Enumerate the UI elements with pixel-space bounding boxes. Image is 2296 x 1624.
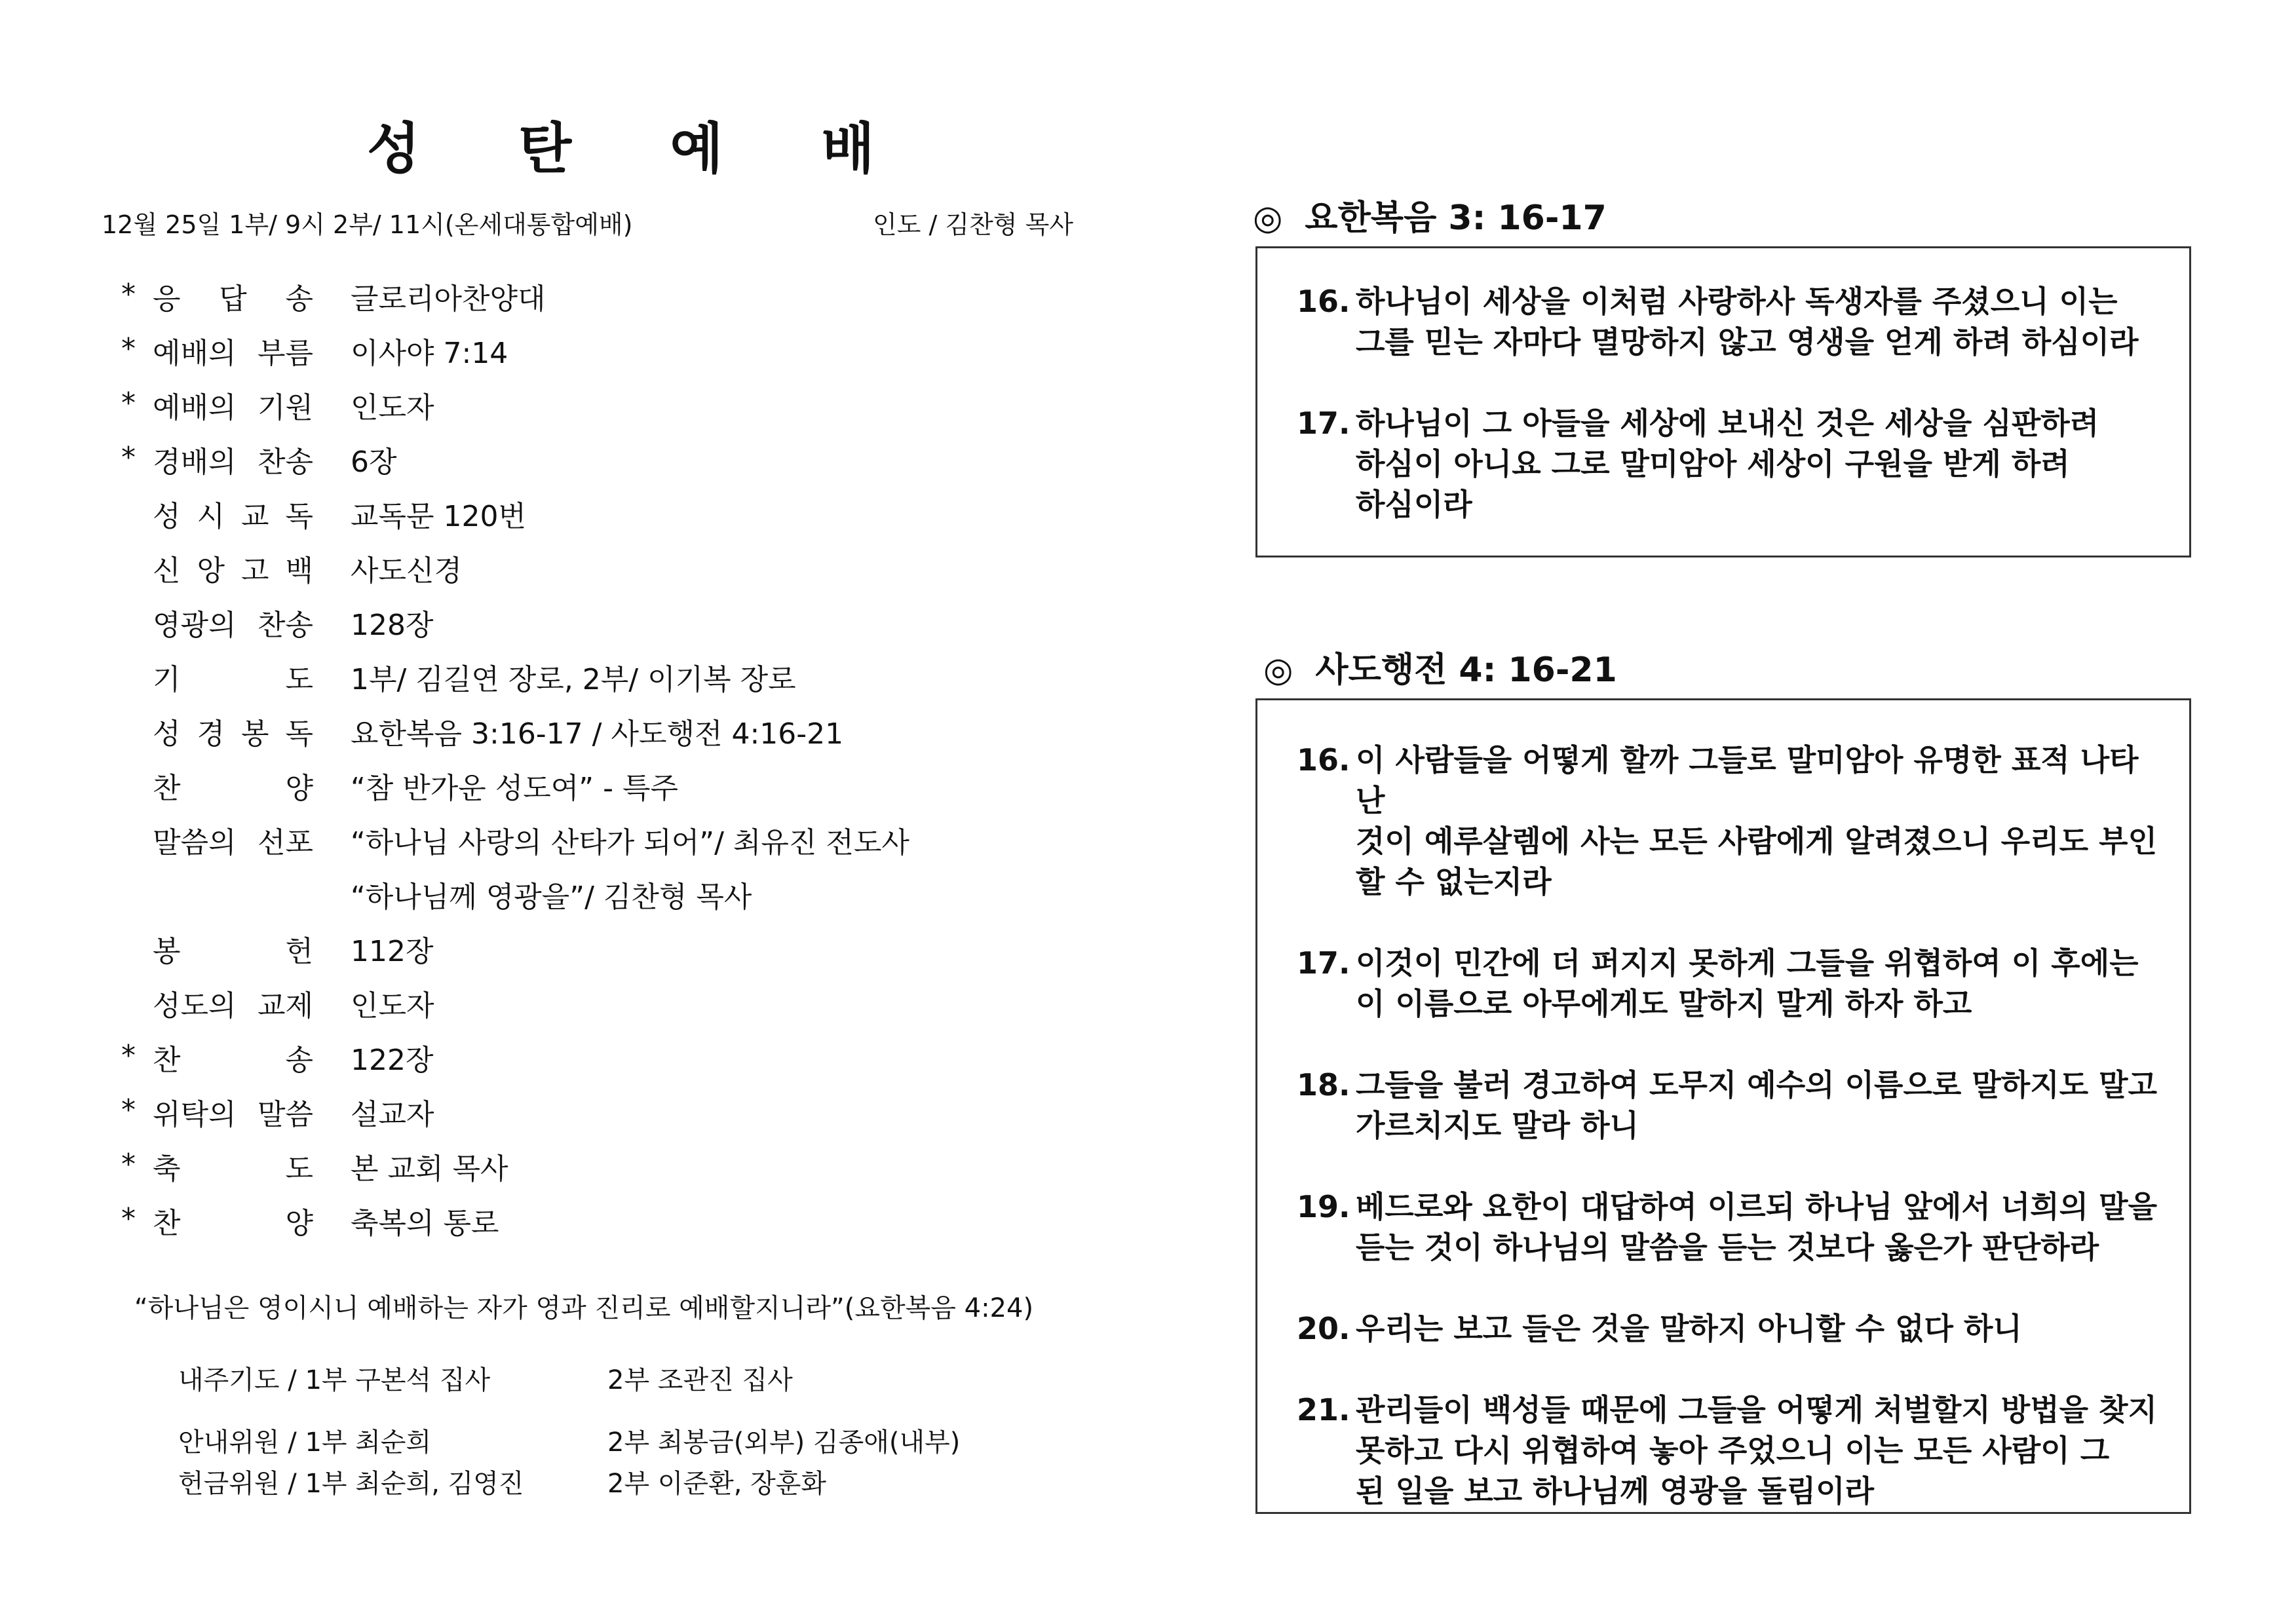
verse-number: 18. <box>1297 1067 1350 1103</box>
double-circle-icon: ◎ <box>1263 651 1293 690</box>
order-item-label-part: 봉 <box>240 717 269 751</box>
order-item-label-part: 예배의 <box>153 391 237 425</box>
verse-line: 베드로와 요한이 대답하여 이르되 하나님 앞에서 너희의 말을 <box>1356 1189 2158 1224</box>
scripture-box-john <box>1255 246 2191 557</box>
order-item-value: 글로리아찬양대 <box>351 282 546 316</box>
order-item-label-part: 답 <box>219 282 247 316</box>
staff-second-service: 2부 이준환, 장훈화 <box>607 1469 827 1499</box>
verse-line: 하심이라 <box>1356 487 1472 522</box>
verse-line: 듣는 것이 하나님의 말씀을 듣는 것보다 옳은가 판단하라 <box>1356 1230 2099 1265</box>
order-item-label <box>153 493 313 535</box>
order-item-label-part: 축 <box>153 1152 181 1186</box>
verse-line: 그를 믿는 자마다 멸망하지 않고 영생을 얻게 하려 하심이라 <box>1356 324 2139 360</box>
order-item-value: 요한복음 3:16-17 / 사도행전 4:16-21 <box>351 717 844 751</box>
order-item-label <box>153 1091 313 1133</box>
title-char: 배 <box>821 117 875 181</box>
order-item-label-part: 백 <box>285 554 313 588</box>
standing-mark: * <box>121 278 136 311</box>
order-item-value: 교독문 120번 <box>351 500 526 533</box>
standing-mark: * <box>121 387 136 420</box>
order-item-label-part: 위탁의 <box>153 1098 237 1131</box>
order-item-value: 1부/ 김길연 장로, 2부/ 이기복 장로 <box>351 663 796 696</box>
verse-number: 16. <box>1297 742 1350 778</box>
order-item-value: 인도자 <box>351 989 434 1023</box>
order-item-label <box>153 1199 313 1241</box>
verse-number: 20. <box>1297 1311 1350 1346</box>
order-item-value: 122장 <box>351 1044 434 1077</box>
order-item-value: 이사야 7:14 <box>351 337 508 370</box>
order-item-label-part: 성 <box>153 717 181 751</box>
order-item-label-part: 기원 <box>257 391 313 425</box>
staff-first-service: 내주기도 / 1부 구본석 집사 <box>178 1365 491 1395</box>
order-item-label-part: 도 <box>285 1152 313 1186</box>
order-item-value: 설교자 <box>351 1098 434 1131</box>
order-item-label-part: 송 <box>285 282 313 316</box>
title-char: 예 <box>670 117 723 181</box>
section-heading-john <box>1253 190 1607 239</box>
order-item-label <box>153 275 313 317</box>
order-item-label <box>153 384 313 426</box>
verse <box>1257 740 2189 902</box>
verse-line: 못하고 다시 위협하여 놓아 주었으니 이는 모든 사람이 그 <box>1356 1433 2110 1468</box>
order-item-label-part: 양 <box>285 772 313 805</box>
verse <box>1257 1065 2189 1146</box>
staff-first-service: 안내위원 / 1부 최순희 <box>178 1427 432 1458</box>
verse-line: 하나님이 그 아들을 세상에 보내신 것은 세상을 심판하려 <box>1356 406 2099 441</box>
standing-mark: * <box>121 332 136 366</box>
order-item-label-part: 찬 <box>153 1207 181 1240</box>
order-item-label-part: 선포 <box>257 826 313 859</box>
order-item-label <box>153 547 313 589</box>
verse-number: 16. <box>1297 284 1350 319</box>
order-item-label-part: 헌 <box>285 935 313 968</box>
verse <box>1257 1308 2189 1349</box>
verse <box>1257 281 2189 362</box>
order-item-value: 축복의 통로 <box>351 1207 499 1240</box>
verse <box>1257 1389 2189 1511</box>
standing-mark: * <box>121 441 136 474</box>
order-item-label-part: 경 <box>197 717 225 751</box>
order-item-label-part: 송 <box>285 1044 313 1077</box>
scripture-quote: “하나님은 영이시니 예배하는 자가 영과 진리로 예배할지니라”(요한복음 4:24) <box>134 1293 1034 1323</box>
order-item-label <box>153 819 313 861</box>
page-title <box>367 105 875 184</box>
order-item-label-part: 찬송 <box>257 445 313 479</box>
verse <box>1257 1186 2189 1268</box>
order-item-label-part: 독 <box>285 717 313 751</box>
verse-line: 가르치지도 말라 하니 <box>1356 1108 1639 1143</box>
order-item-label-part: 부름 <box>257 337 313 370</box>
verse-line: 이것이 민간에 더 퍼지지 못하게 그들을 위협하여 이 후에는 <box>1356 945 2139 981</box>
order-item-label-part: 말씀 <box>257 1098 313 1131</box>
verse <box>1257 403 2189 525</box>
order-item-label <box>153 1036 313 1078</box>
order-item-value: “하나님 사랑의 산타가 되어”/ 최유진 전도사 <box>351 826 909 859</box>
order-item-label-part: 봉 <box>153 935 181 968</box>
order-item-value: 6장 <box>351 445 397 479</box>
verse-line: 관리들이 백성들 때문에 그들을 어떻게 처벌할지 방법을 찾지 <box>1356 1392 2158 1427</box>
staff-second-service: 2부 조관진 집사 <box>607 1365 793 1395</box>
order-item-value: 112장 <box>351 935 434 968</box>
staff-first-service: 헌금위원 / 1부 최순희, 김영진 <box>178 1469 524 1499</box>
order-item-label-part: 도 <box>285 663 313 696</box>
order-item-value: 인도자 <box>351 391 434 425</box>
title-char: 성 <box>367 117 421 181</box>
standing-mark: * <box>121 1039 136 1072</box>
order-item-label-part: 독 <box>285 500 313 533</box>
order-item-label-part: 응 <box>153 282 181 316</box>
verse-line: 할 수 없는지라 <box>1356 864 1552 899</box>
order-item-label-part: 기 <box>153 663 181 696</box>
verse-number: 17. <box>1297 945 1350 981</box>
order-item-label-part: 시 <box>197 500 225 533</box>
order-item-label-part: 찬 <box>153 1044 181 1077</box>
order-item-label-part: 경배의 <box>153 445 237 479</box>
order-item-label-part: 고 <box>240 554 269 588</box>
order-item-label <box>153 438 313 480</box>
order-item-label <box>153 601 313 643</box>
officiant: 인도 / 김찬형 목사 <box>873 210 1073 239</box>
verse-number: 17. <box>1297 406 1350 441</box>
title-char: 탄 <box>518 117 572 181</box>
standing-mark: * <box>121 1202 136 1236</box>
order-item-label-part: 예배의 <box>153 337 237 370</box>
order-item-label-part: 찬송 <box>257 609 313 642</box>
order-item-label <box>153 982 313 1024</box>
section-heading-text: 요한복음 3: 16-17 <box>1305 198 1607 238</box>
order-item-label <box>153 1145 313 1187</box>
order-item-value: “하나님께 영광을”/ 김찬형 목사 <box>351 880 752 914</box>
scripture-box-acts <box>1255 698 2191 1514</box>
double-circle-icon: ◎ <box>1253 198 1283 238</box>
service-times: 12월 25일 1부/ 9시 2부/ 11시(온세대통합예배) <box>102 210 633 239</box>
order-item-label-part: 말씀의 <box>153 826 237 859</box>
verse-line: 이 이름으로 아무에게도 말하지 말게 하자 하고 <box>1356 986 1972 1021</box>
standing-mark: * <box>121 1148 136 1181</box>
verse-line: 이 사람들을 어떻게 할까 그들로 말미암아 유명한 표적 나타난 <box>1356 742 2139 818</box>
order-item-label-part: 성 <box>153 500 181 533</box>
order-item-label-part: 교제 <box>257 989 313 1023</box>
verse-line: 하나님이 세상을 이처럼 사랑하사 독생자를 주셨으니 이는 <box>1356 284 2118 319</box>
order-item-label-part: 신 <box>153 554 181 588</box>
verse-number: 21. <box>1297 1392 1350 1427</box>
verse-line: 우리는 보고 들은 것을 말하지 아니할 수 없다 하니 <box>1356 1311 2022 1346</box>
order-item-label <box>153 656 313 698</box>
section-heading-acts <box>1263 642 1617 691</box>
verse-number: 19. <box>1297 1189 1350 1224</box>
order-item-label-part: 찬 <box>153 772 181 805</box>
order-item-value: 사도신경 <box>351 554 463 588</box>
staff-second-service: 2부 최봉금(외부) 김종애(내부) <box>607 1427 961 1458</box>
order-item-value: 128장 <box>351 609 434 642</box>
order-item-label <box>153 710 313 752</box>
order-item-label-part: 앙 <box>197 554 225 588</box>
verse <box>1257 943 2189 1024</box>
verse-line: 된 일을 보고 하나님께 영광을 돌림이라 <box>1356 1473 1875 1509</box>
order-item-label-part: 성도의 <box>153 989 237 1023</box>
order-item-label-part: 양 <box>285 1207 313 1240</box>
order-item-value: “참 반가운 성도여” - 특주 <box>351 772 678 805</box>
order-item-label <box>153 330 313 371</box>
order-item-label-part: 교 <box>240 500 269 533</box>
order-item-label-part: 영광의 <box>153 609 237 642</box>
verse-line: 것이 예루살렘에 사는 모든 사람에게 알려졌으니 우리도 부인 <box>1356 823 2158 859</box>
standing-mark: * <box>121 1093 136 1127</box>
section-heading-text: 사도행전 4: 16-21 <box>1315 651 1617 690</box>
order-item-value: 본 교회 목사 <box>351 1152 508 1186</box>
verse-line: 하심이 아니요 그로 말미암아 세상이 구원을 받게 하려 <box>1356 446 2070 482</box>
verse-line: 그들을 불러 경고하여 도무지 예수의 이름으로 말하지도 말고 <box>1356 1067 2158 1103</box>
order-item-label <box>153 765 313 806</box>
order-item-label <box>153 928 313 970</box>
